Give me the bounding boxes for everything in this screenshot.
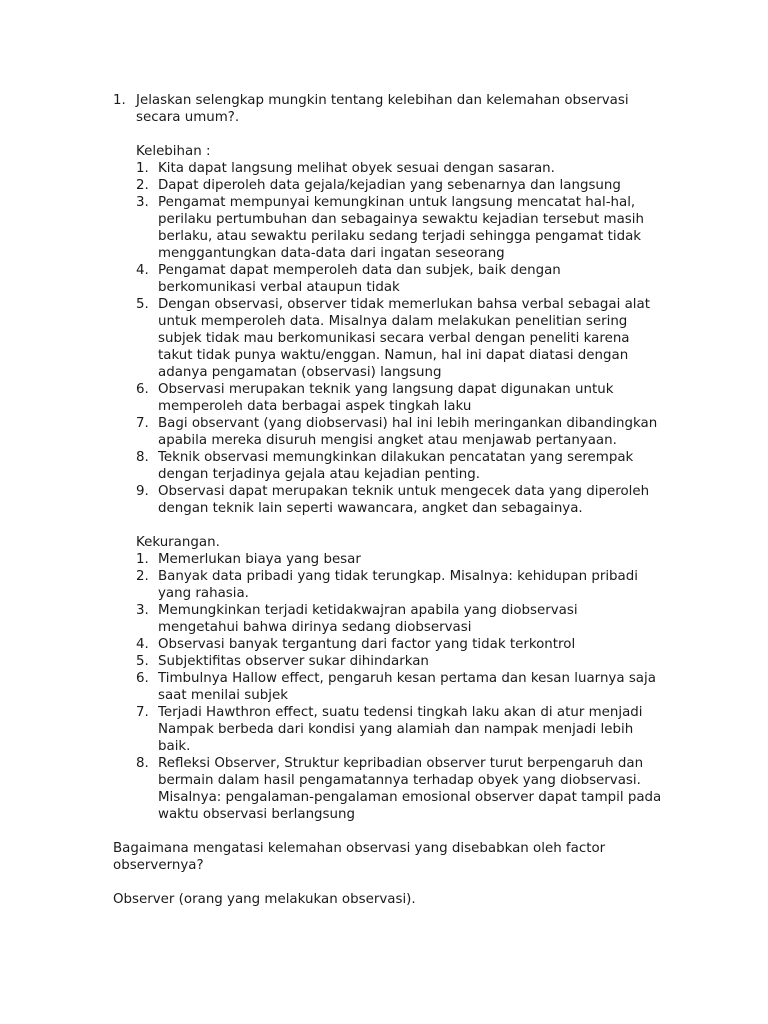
item-number: 7. — [136, 416, 149, 431]
item-number: 5. — [136, 297, 149, 312]
list-item — [0, 602, 768, 636]
spacer — [0, 823, 768, 840]
item-number: 3. — [136, 603, 149, 618]
item-line: Dapat diperoleh data gejala/kejadian yang sebenarnya dan langsung — [158, 178, 621, 193]
item-line: adanya pengamatan (observasi) langsung — [158, 365, 442, 380]
question-line: secara umum?. — [136, 110, 240, 125]
list-item — [0, 177, 768, 194]
item-number: 1. — [136, 161, 149, 176]
item-number: 7. — [136, 705, 149, 720]
spacer — [0, 126, 768, 143]
list-item — [0, 653, 768, 670]
list-item — [0, 704, 768, 755]
item-line: apabila mereka disuruh mengisi angket atau menjawab pertanyaan. — [158, 433, 617, 448]
followup-line: Bagaimana mengatasi kelemahan observasi yang disebabkan oleh factor — [113, 841, 606, 856]
item-line: untuk memperoleh data. Misalnya dalam melakukan penelitian sering — [158, 314, 628, 329]
item-line: saat menilai subjek — [158, 688, 288, 703]
list-item — [0, 670, 768, 704]
item-line: Pengamat dapat memperoleh data dan subjek, baik dengan — [158, 263, 561, 278]
item-line: Timbulnya Hallow effect, pengaruh kesan pertama dan kesan luarnya saja — [158, 671, 656, 686]
item-line: waktu observasi berlangsung — [158, 807, 356, 822]
item-line: Memerlukan biaya yang besar — [158, 552, 361, 567]
list-item — [0, 262, 768, 296]
list-item — [0, 755, 768, 823]
item-line: dengan terjadinya gejala atau kejadian penting. — [158, 467, 480, 482]
list-item — [0, 415, 768, 449]
followup-line: observernya? — [113, 858, 204, 873]
item-number: 8. — [136, 756, 149, 771]
item-number: 1. — [136, 552, 149, 567]
item-line: Dengan observasi, observer tidak memerlukan bahsa verbal sebagai alat — [158, 297, 650, 312]
list-item — [0, 636, 768, 653]
item-line: berkomunikasi verbal ataupun tidak — [158, 280, 400, 295]
item-number: 4. — [136, 263, 149, 278]
item-line: baik. — [158, 739, 191, 754]
item-line: Terjadi Hawthron effect, suatu tedensi tingkah laku akan di atur menjadi — [158, 705, 643, 720]
item-line: Observasi banyak tergantung dari factor yang tidak terkontrol — [158, 637, 576, 652]
item-line: Observasi dapat merupakan teknik untuk mengecek data yang diperoleh — [158, 484, 650, 499]
item-line: Nampak berbeda dari kondisi yang alamiah dan nampak menjadi lebih — [158, 722, 634, 737]
item-number: 3. — [136, 195, 149, 210]
item-line: Observasi merupakan teknik yang langsung dapat digunakan untuk — [158, 382, 614, 397]
item-number: 8. — [136, 450, 149, 465]
item-number: 6. — [136, 671, 149, 686]
item-line: subjek tidak mau berkomunikasi secara verbal dengan peneliti karena — [158, 331, 630, 346]
answer-text: Observer (orang yang melakukan observasi). — [113, 892, 416, 907]
item-line: Misalnya: pengalaman-pengalaman emosional observer dapat tampil pada — [158, 790, 662, 805]
item-line: berlaku, atau sewaktu perilaku sedang terjadi sehingga pengamat tidak — [158, 229, 642, 244]
item-number: 2. — [136, 569, 149, 584]
list-item — [0, 160, 768, 177]
item-number: 2. — [136, 178, 149, 193]
item-line: Memungkinkan terjadi ketidakwajran apabila yang diobservasi — [158, 603, 578, 618]
item-line: memperoleh data berbagai aspek tingkah laku — [158, 399, 472, 414]
item-line: Refleksi Observer, Struktur kepribadian observer turut berpengaruh dan — [158, 756, 644, 771]
list-item — [0, 296, 768, 381]
item-line: bermain dalam hasil pengamatannya terhadap obyek yang diobservasi. — [158, 773, 641, 788]
item-number: 4. — [136, 637, 149, 652]
list-item — [0, 551, 768, 568]
item-line: takut tidak punya waktu/enggan. Namun, hal ini dapat diatasi dengan — [158, 348, 629, 363]
kelebihan-heading: Kelebihan : — [136, 144, 211, 159]
item-number: 5. — [136, 654, 149, 669]
question-item — [0, 92, 768, 126]
item-line: yang rahasia. — [158, 586, 249, 601]
item-line: Banyak data pribadi yang tidak terungkap. Misalnya: kehidupan pribadi — [158, 569, 638, 584]
item-line: Kita dapat langsung melihat obyek sesuai dengan sasaran. — [158, 161, 555, 176]
item-line: Pengamat mempunyai kemungkinan untuk langsung mencatat hal-hal, — [158, 195, 636, 210]
item-line: menggantungkan data-data dari ingatan seseorang — [158, 246, 505, 261]
list-item — [0, 568, 768, 602]
kekurangan-heading: Kekurangan. — [136, 535, 220, 550]
document-body — [0, 92, 768, 908]
item-number: 6. — [136, 382, 149, 397]
question-number: 1. — [113, 93, 126, 108]
kekurangan-list — [0, 551, 768, 823]
list-item — [0, 483, 768, 517]
question-line: Jelaskan selengkap mungkin tentang kelebihan dan kelemahan observasi — [136, 93, 629, 108]
item-line: perilaku pertumbuhan dan sebagainya sewaktu kejadian tersebut masih — [158, 212, 644, 227]
item-number: 9. — [136, 484, 149, 499]
followup-question — [0, 840, 768, 874]
item-line: Subjektifitas observer sukar dihindarkan — [158, 654, 429, 669]
item-line: dengan teknik lain seperti wawancara, angket dan sebagainya. — [158, 501, 583, 516]
item-line: mengetahui bahwa dirinya sedang diobservasi — [158, 620, 472, 635]
question-list — [0, 92, 768, 126]
list-item — [0, 449, 768, 483]
kelebihan-list — [0, 160, 768, 517]
item-line: Teknik observasi memungkinkan dilakukan pencatatan yang serempak — [158, 450, 634, 465]
item-line: Bagi observant (yang diobservasi) hal ini lebih meringankan dibandingkan — [158, 416, 658, 431]
spacer — [0, 874, 768, 891]
list-item — [0, 381, 768, 415]
list-item — [0, 194, 768, 262]
spacer — [0, 517, 768, 534]
